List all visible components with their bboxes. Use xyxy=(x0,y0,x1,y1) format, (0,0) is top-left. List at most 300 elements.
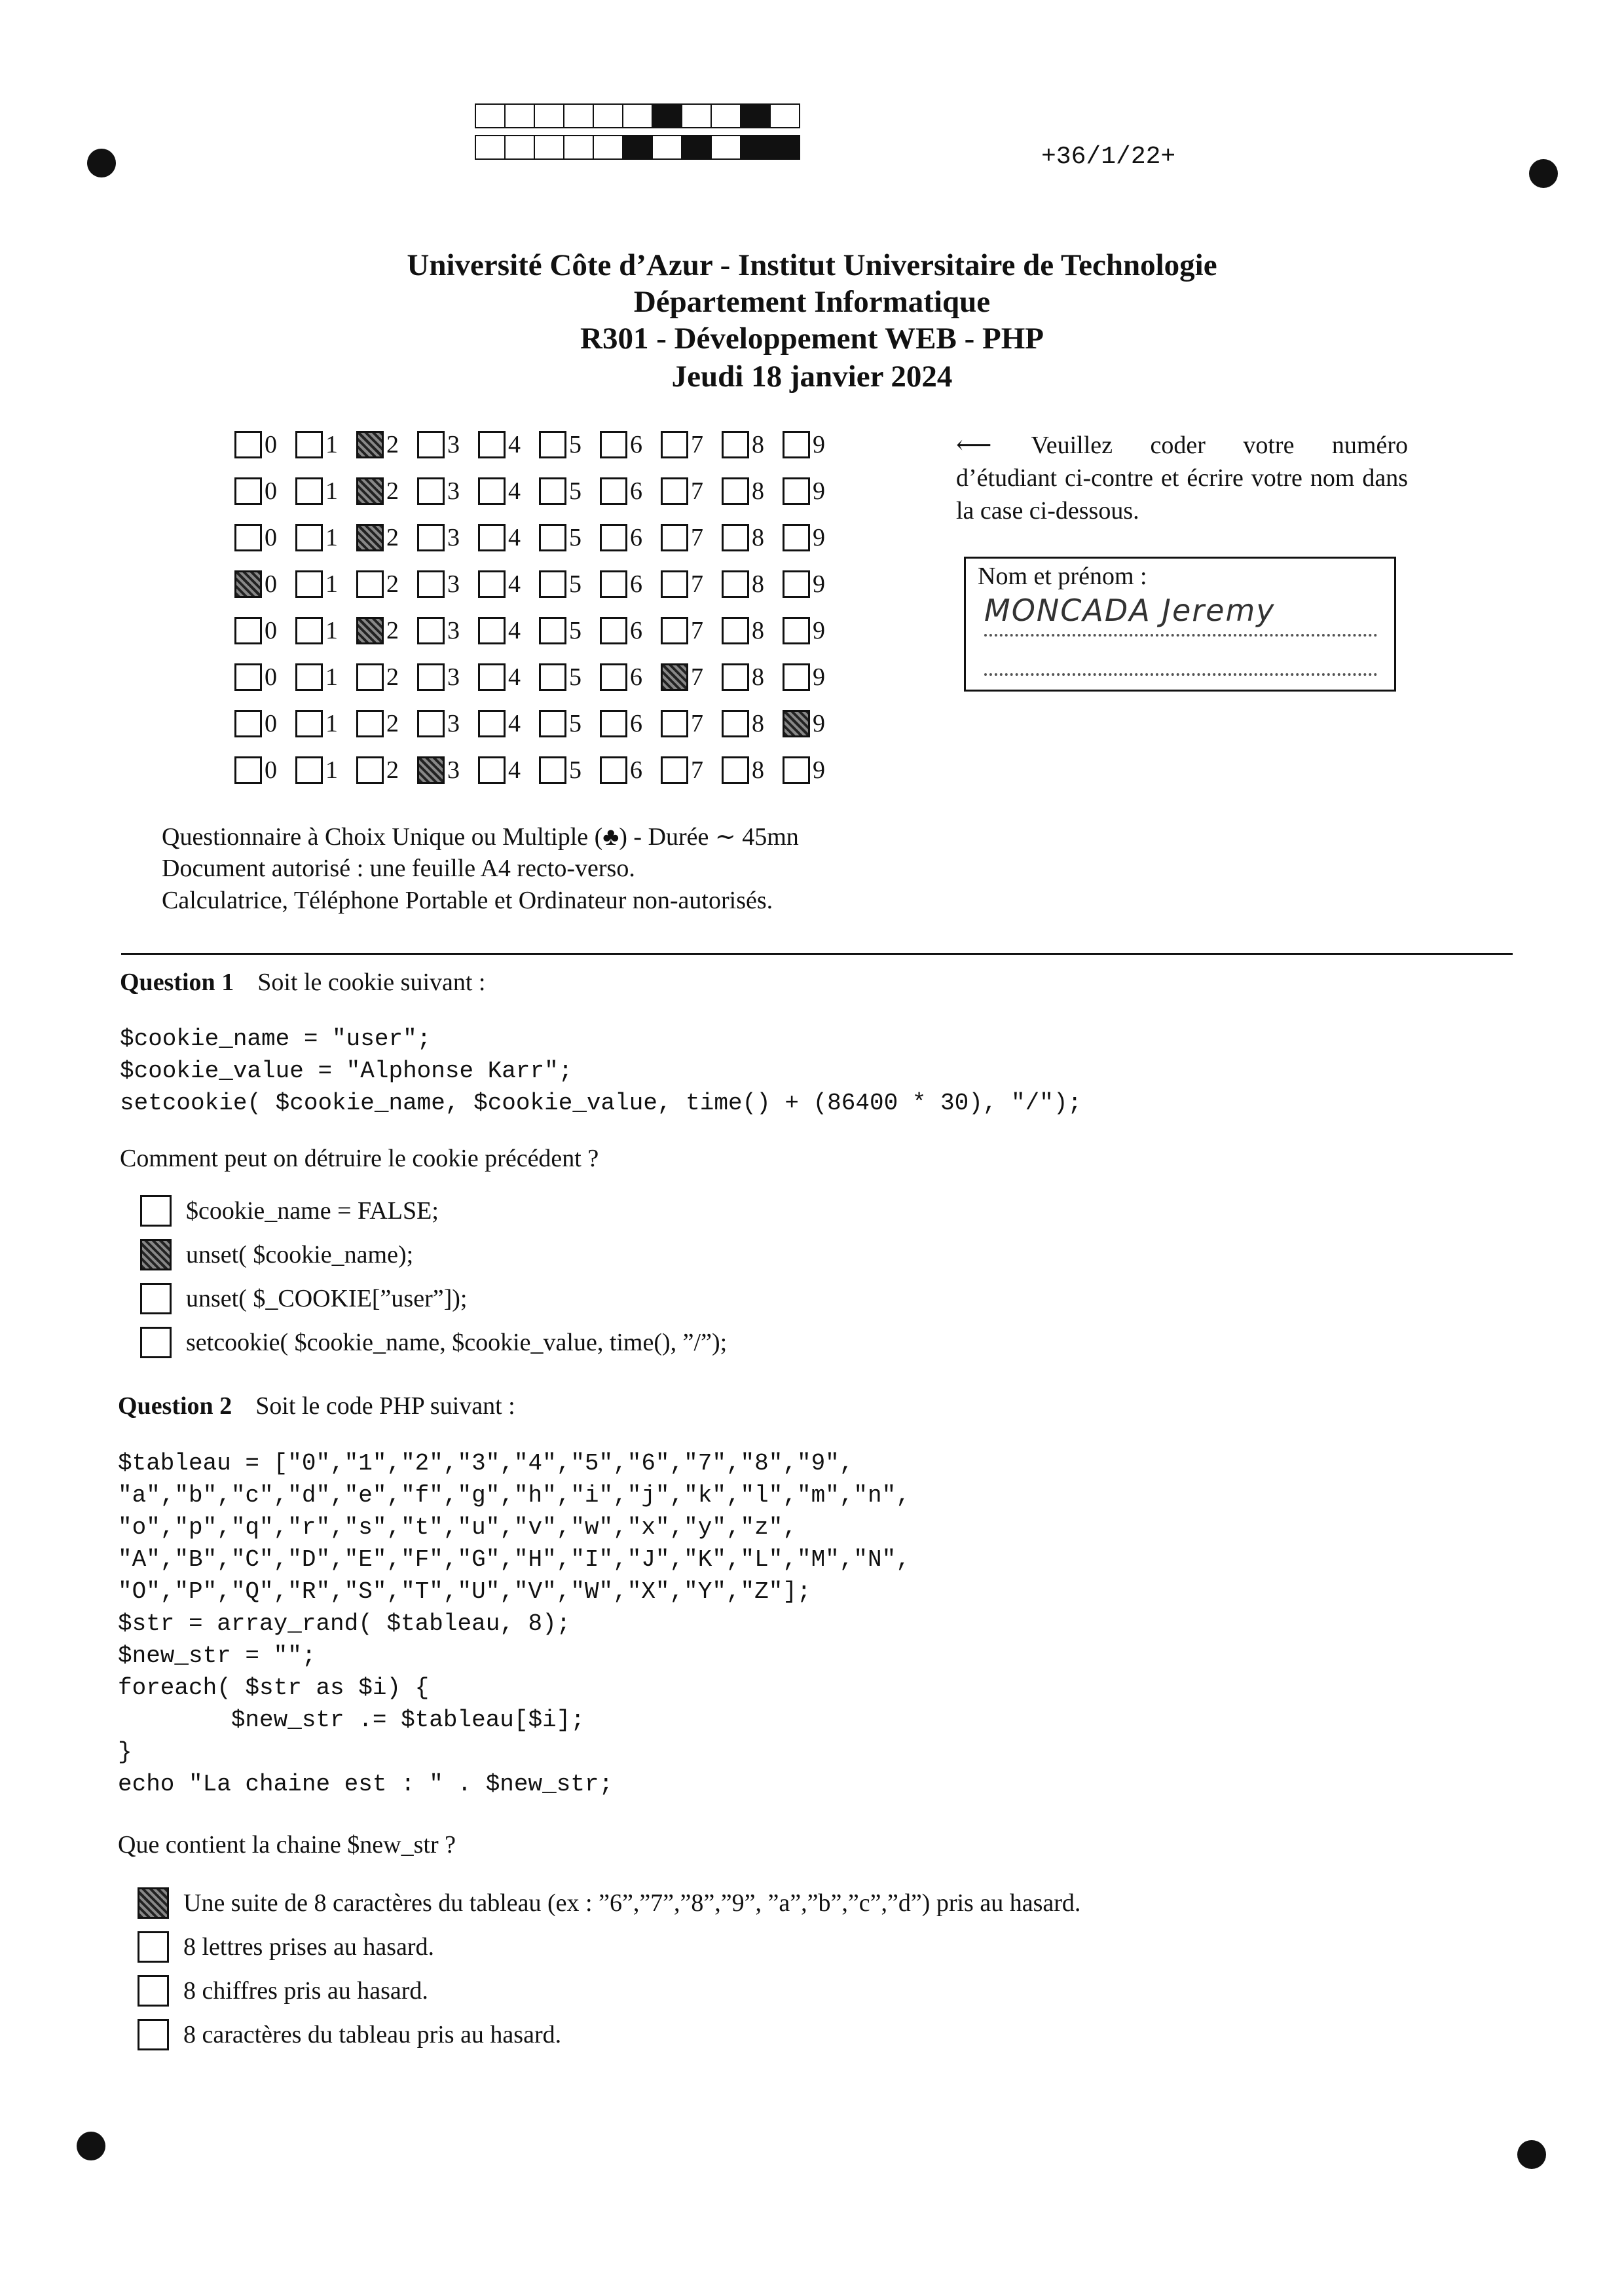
digit-checkbox[interactable] xyxy=(661,710,688,737)
answer-option[interactable] xyxy=(138,1931,434,1963)
digit-checkbox[interactable] xyxy=(417,570,445,598)
digit-checkbox[interactable] xyxy=(539,756,566,784)
digit-option[interactable] xyxy=(539,709,600,738)
answer-checkbox[interactable] xyxy=(140,1195,172,1227)
digit-label: 3 xyxy=(447,477,460,505)
digit-label: 6 xyxy=(630,477,642,505)
digit-checkbox[interactable] xyxy=(722,710,749,737)
digit-label: 0 xyxy=(265,523,277,551)
digit-checkbox[interactable] xyxy=(661,663,688,691)
digit-label: 4 xyxy=(508,523,521,551)
digit-label: 0 xyxy=(265,709,277,737)
digit-checkbox[interactable] xyxy=(722,663,749,691)
digit-checkbox[interactable] xyxy=(722,756,749,784)
digit-label: 1 xyxy=(325,477,338,505)
digit-checkbox[interactable] xyxy=(478,524,506,551)
digit-option[interactable] xyxy=(722,663,783,692)
digit-option[interactable] xyxy=(661,570,722,599)
answer-option[interactable] xyxy=(140,1283,467,1314)
digit-label: 0 xyxy=(265,663,277,691)
digit-option[interactable] xyxy=(295,570,356,599)
digit-checkbox[interactable] xyxy=(234,710,262,737)
digit-option[interactable] xyxy=(478,430,539,459)
question-1-prompt: Comment peut on détruire le cookie précédent ? xyxy=(120,1145,599,1172)
digit-option[interactable] xyxy=(356,477,417,506)
digit-checkbox[interactable] xyxy=(356,617,384,644)
digit-label: 1 xyxy=(325,756,338,784)
digit-option[interactable] xyxy=(783,477,843,506)
digit-label: 8 xyxy=(752,523,764,551)
digit-checkbox[interactable] xyxy=(417,710,445,737)
digit-label: 4 xyxy=(508,430,521,458)
digit-option[interactable] xyxy=(417,570,478,599)
student-id-row xyxy=(234,654,843,700)
digit-option[interactable] xyxy=(661,663,722,692)
barcode-cell xyxy=(504,135,535,160)
digit-option[interactable] xyxy=(722,709,783,738)
digit-option[interactable] xyxy=(417,430,478,459)
digit-label: 0 xyxy=(265,570,277,598)
digit-option[interactable] xyxy=(478,709,539,738)
answer-checkbox[interactable] xyxy=(138,2019,169,2050)
digit-option[interactable] xyxy=(234,616,295,645)
answer-checkbox[interactable] xyxy=(138,1931,169,1963)
digit-checkbox[interactable] xyxy=(295,663,323,691)
digit-checkbox[interactable] xyxy=(661,431,688,458)
digit-checkbox[interactable] xyxy=(478,617,506,644)
digit-option[interactable] xyxy=(417,663,478,692)
digit-option[interactable] xyxy=(417,477,478,506)
digit-checkbox[interactable] xyxy=(478,663,506,691)
digit-label: 5 xyxy=(569,663,581,691)
digit-label: 9 xyxy=(813,430,825,458)
barcode-row-2 xyxy=(475,135,799,160)
digit-option[interactable] xyxy=(417,709,478,738)
digit-checkbox[interactable] xyxy=(661,570,688,598)
digit-label: 7 xyxy=(691,477,703,505)
digit-checkbox[interactable] xyxy=(783,477,810,505)
digit-label: 1 xyxy=(325,663,338,691)
answer-checkbox[interactable] xyxy=(138,1887,169,1919)
digit-option[interactable] xyxy=(661,616,722,645)
digit-option[interactable] xyxy=(722,756,783,785)
digit-label: 7 xyxy=(691,570,703,598)
digit-label: 9 xyxy=(813,523,825,551)
question-2-label: Question 2 xyxy=(118,1392,232,1420)
digit-label: 2 xyxy=(386,616,399,644)
digit-label: 3 xyxy=(447,756,460,784)
id-instructions xyxy=(956,429,1408,527)
header-course: R301 - Développement WEB - PHP xyxy=(580,322,1044,356)
digit-label: 0 xyxy=(265,430,277,458)
digit-checkbox[interactable] xyxy=(295,756,323,784)
digit-label: 3 xyxy=(447,709,460,737)
digit-checkbox[interactable] xyxy=(478,431,506,458)
digit-label: 1 xyxy=(325,570,338,598)
digit-checkbox[interactable] xyxy=(356,663,384,691)
digit-checkbox[interactable] xyxy=(600,431,627,458)
student-id-row xyxy=(234,514,843,561)
answer-text: 8 lettres prises au hasard. xyxy=(183,1933,435,1961)
digit-label: 3 xyxy=(447,430,460,458)
digit-checkbox[interactable] xyxy=(295,617,323,644)
digit-checkbox[interactable] xyxy=(295,477,323,505)
student-id-row xyxy=(234,607,843,654)
digit-label: 2 xyxy=(386,477,399,505)
digit-label: 5 xyxy=(569,570,581,598)
digit-option[interactable] xyxy=(539,570,600,599)
digit-checkbox[interactable] xyxy=(783,570,810,598)
student-id-row xyxy=(234,421,843,468)
answer-option[interactable] xyxy=(140,1327,727,1358)
digit-label: 4 xyxy=(508,756,521,784)
digit-option[interactable] xyxy=(478,616,539,645)
digit-option[interactable] xyxy=(234,477,295,506)
barcode-cell xyxy=(681,103,712,128)
digit-label: 7 xyxy=(691,756,703,784)
digit-option[interactable] xyxy=(234,709,295,738)
digit-label: 7 xyxy=(691,663,703,691)
question-2-code: $tableau = ["0","1","2","3","4","5","6","7","8","9", "a","b","c","d","e","f","g","h","i","j","k","l","m","n", "o","p","q","r","s","t","u","v","w","x","y","z", "A","B","C","D","E","F","G","H","I","J","K","L","M","N", "O","P","Q","R","S","T","U","V","W","X","Y","Z"]; $str = array_rand( $tableau, 8); $new_str = ""; foreach( $str as $i) { $new_str .= $tableau[$i]; } echo "La chaine est : " . $new_str; xyxy=(118,1450,910,1798)
instructions-text: Veuillez coder votre numéro d’étudiant ci-contre et écrire votre nom dans la case ci-dessous. xyxy=(956,432,1408,525)
digit-checkbox[interactable] xyxy=(600,524,627,551)
digit-option[interactable] xyxy=(295,616,356,645)
digit-label: 1 xyxy=(325,523,338,551)
question-1-intro: Soit le cookie suivant : xyxy=(257,969,486,996)
name-dotted-line-1 xyxy=(984,634,1377,637)
digit-checkbox[interactable] xyxy=(417,524,445,551)
name-label: Nom et prénom : xyxy=(978,563,1147,590)
digit-option[interactable] xyxy=(600,570,661,599)
digit-checkbox[interactable] xyxy=(539,617,566,644)
digit-label: 4 xyxy=(508,709,521,737)
header-university: Université Côte d’Azur - Institut Universitaire de Technologie xyxy=(407,248,1217,282)
digit-label: 9 xyxy=(813,756,825,784)
barcode-cell xyxy=(593,135,623,160)
digit-checkbox[interactable] xyxy=(356,570,384,598)
digit-label: 9 xyxy=(813,663,825,691)
digit-option[interactable] xyxy=(783,756,843,785)
digit-option[interactable] xyxy=(783,709,843,738)
answer-text: 8 caractères du tableau pris au hasard. xyxy=(183,2021,562,2048)
digit-option[interactable] xyxy=(356,523,417,552)
question-1-label: Question 1 xyxy=(120,969,234,996)
digit-option[interactable] xyxy=(356,430,417,459)
digit-checkbox[interactable] xyxy=(234,663,262,691)
registration-mark-top-right xyxy=(1529,159,1558,188)
barcode-cell xyxy=(622,135,653,160)
digit-option[interactable] xyxy=(539,663,600,692)
digit-label: 3 xyxy=(447,570,460,598)
digit-checkbox[interactable] xyxy=(417,756,445,784)
digit-option[interactable] xyxy=(539,756,600,785)
digit-option[interactable] xyxy=(722,570,783,599)
digit-label: 3 xyxy=(447,616,460,644)
digit-option[interactable] xyxy=(356,570,417,599)
digit-option[interactable] xyxy=(295,709,356,738)
answer-checkbox[interactable] xyxy=(140,1327,172,1358)
digit-option[interactable] xyxy=(600,616,661,645)
digit-checkbox[interactable] xyxy=(356,477,384,505)
digit-checkbox[interactable] xyxy=(478,710,506,737)
barcode-cell xyxy=(475,135,506,160)
digit-checkbox[interactable] xyxy=(539,477,566,505)
digit-label: 9 xyxy=(813,709,825,737)
digit-checkbox[interactable] xyxy=(356,431,384,458)
digit-checkbox[interactable] xyxy=(417,477,445,505)
digit-option[interactable] xyxy=(539,616,600,645)
digit-option[interactable] xyxy=(539,430,600,459)
digit-checkbox[interactable] xyxy=(661,617,688,644)
question-1-code: $cookie_name = "user"; $cookie_value = "Alphonse Karr"; setcookie( $cookie_name, $cookie_value, time() + (86400 * 30), "/"); xyxy=(120,1026,1082,1117)
barcode-cell xyxy=(740,135,771,160)
digit-option[interactable] xyxy=(783,523,843,552)
digit-checkbox[interactable] xyxy=(234,756,262,784)
digit-checkbox[interactable] xyxy=(417,617,445,644)
digit-checkbox[interactable] xyxy=(722,431,749,458)
answer-text: $cookie_name = FALSE; xyxy=(186,1197,439,1225)
digit-label: 6 xyxy=(630,523,642,551)
digit-option[interactable] xyxy=(356,663,417,692)
digit-option[interactable] xyxy=(478,663,539,692)
digit-checkbox[interactable] xyxy=(661,756,688,784)
digit-option[interactable] xyxy=(417,523,478,552)
name-handwritten: MONCADA Jeremy xyxy=(984,593,1276,628)
answer-text: Une suite de 8 caractères du tableau (ex : ”6”,”7”,”8”,”9”, ”a”,”b”,”c”,”d”) pris au hasard. xyxy=(183,1889,1081,1917)
digit-option[interactable] xyxy=(722,430,783,459)
digit-option[interactable] xyxy=(356,709,417,738)
student-id-grid[interactable] xyxy=(234,421,843,793)
digit-option[interactable] xyxy=(600,477,661,506)
digit-option[interactable] xyxy=(234,430,295,459)
answer-option[interactable] xyxy=(138,1887,1080,1919)
digit-checkbox[interactable] xyxy=(417,431,445,458)
digit-option[interactable] xyxy=(478,523,539,552)
barcode-cell xyxy=(563,135,594,160)
barcode-cell xyxy=(622,103,653,128)
digit-checkbox[interactable] xyxy=(295,524,323,551)
digit-checkbox[interactable] xyxy=(600,756,627,784)
digit-option[interactable] xyxy=(600,430,661,459)
exam-info-type: Questionnaire à Choix Unique ou Multiple (♣) - Durée ∼ 45mn xyxy=(162,823,799,851)
digit-option[interactable] xyxy=(661,756,722,785)
digit-checkbox[interactable] xyxy=(539,570,566,598)
digit-checkbox[interactable] xyxy=(783,710,810,737)
barcode-cell xyxy=(504,103,535,128)
digit-checkbox[interactable] xyxy=(356,756,384,784)
digit-checkbox[interactable] xyxy=(539,431,566,458)
sheet-code: +36/1/22+ xyxy=(1041,143,1176,171)
digit-label: 4 xyxy=(508,663,521,691)
digit-label: 8 xyxy=(752,477,764,505)
digit-option[interactable] xyxy=(234,663,295,692)
digit-checkbox[interactable] xyxy=(356,524,384,551)
digit-option[interactable] xyxy=(234,756,295,785)
barcode-cell xyxy=(710,135,741,160)
digit-label: 1 xyxy=(325,430,338,458)
digit-label: 8 xyxy=(752,756,764,784)
barcode-cell xyxy=(563,103,594,128)
answer-text: unset( $_COOKIE[”user”]); xyxy=(186,1285,468,1312)
name-dotted-line-2 xyxy=(984,673,1377,676)
digit-checkbox[interactable] xyxy=(539,663,566,691)
barcode-cell xyxy=(681,135,712,160)
digit-checkbox[interactable] xyxy=(234,477,262,505)
exam-info-devices: Calculatrice, Téléphone Portable et Ordinateur non-autorisés. xyxy=(162,887,773,914)
digit-label: 2 xyxy=(386,523,399,551)
digit-option[interactable] xyxy=(478,477,539,506)
digit-checkbox[interactable] xyxy=(539,524,566,551)
answer-option[interactable] xyxy=(140,1195,439,1227)
answer-text: setcookie( $cookie_name, $cookie_value, time(), ”/”); xyxy=(186,1329,728,1356)
digit-checkbox[interactable] xyxy=(783,524,810,551)
digit-option[interactable] xyxy=(600,709,661,738)
digit-label: 6 xyxy=(630,430,642,458)
digit-checkbox[interactable] xyxy=(478,756,506,784)
digit-option[interactable] xyxy=(356,616,417,645)
answer-checkbox[interactable] xyxy=(140,1283,172,1314)
digit-option[interactable] xyxy=(600,523,661,552)
digit-label: 0 xyxy=(265,477,277,505)
digit-checkbox[interactable] xyxy=(722,617,749,644)
digit-option[interactable] xyxy=(295,523,356,552)
barcode-cell xyxy=(534,135,564,160)
digit-option[interactable] xyxy=(661,477,722,506)
digit-checkbox[interactable] xyxy=(661,477,688,505)
digit-option[interactable] xyxy=(478,570,539,599)
digit-option[interactable] xyxy=(356,756,417,785)
answer-option[interactable] xyxy=(138,1975,428,2007)
digit-label: 8 xyxy=(752,709,764,737)
answer-checkbox[interactable] xyxy=(138,1975,169,2007)
digit-option[interactable] xyxy=(783,430,843,459)
digit-label: 6 xyxy=(630,663,642,691)
student-id-row xyxy=(234,747,843,793)
digit-checkbox[interactable] xyxy=(295,710,323,737)
digit-label: 2 xyxy=(386,756,399,784)
digit-checkbox[interactable] xyxy=(478,570,506,598)
question-2-title xyxy=(118,1392,515,1420)
barcode-cell xyxy=(593,103,623,128)
digit-label: 5 xyxy=(569,709,581,737)
digit-label: 8 xyxy=(752,570,764,598)
digit-option[interactable] xyxy=(661,430,722,459)
digit-checkbox[interactable] xyxy=(600,663,627,691)
registration-mark-bottom-left xyxy=(77,2132,105,2160)
digit-checkbox[interactable] xyxy=(478,477,506,505)
digit-option[interactable] xyxy=(661,709,722,738)
student-id-row xyxy=(234,700,843,747)
digit-label: 2 xyxy=(386,709,399,737)
digit-checkbox[interactable] xyxy=(417,663,445,691)
digit-checkbox[interactable] xyxy=(783,617,810,644)
digit-checkbox[interactable] xyxy=(661,524,688,551)
digit-checkbox[interactable] xyxy=(783,663,810,691)
digit-option[interactable] xyxy=(722,523,783,552)
digit-label: 2 xyxy=(386,430,399,458)
digit-option[interactable] xyxy=(661,523,722,552)
digit-label: 7 xyxy=(691,523,703,551)
digit-option[interactable] xyxy=(295,756,356,785)
digit-label: 4 xyxy=(508,570,521,598)
digit-option[interactable] xyxy=(600,663,661,692)
digit-checkbox[interactable] xyxy=(722,570,749,598)
digit-option[interactable] xyxy=(600,756,661,785)
digit-checkbox[interactable] xyxy=(295,570,323,598)
barcode-cell xyxy=(652,135,682,160)
answer-option[interactable] xyxy=(138,2019,561,2050)
digit-option[interactable] xyxy=(234,523,295,552)
digit-label: 7 xyxy=(691,709,703,737)
digit-checkbox[interactable] xyxy=(783,756,810,784)
digit-option[interactable] xyxy=(295,663,356,692)
digit-label: 8 xyxy=(752,430,764,458)
digit-label: 4 xyxy=(508,616,521,644)
digit-label: 6 xyxy=(630,756,642,784)
digit-checkbox[interactable] xyxy=(234,570,262,598)
digit-label: 7 xyxy=(691,616,703,644)
digit-option[interactable] xyxy=(539,523,600,552)
digit-label: 8 xyxy=(752,616,764,644)
digit-checkbox[interactable] xyxy=(722,524,749,551)
barcode-row-1 xyxy=(475,103,799,128)
digit-option[interactable] xyxy=(417,756,478,785)
digit-checkbox[interactable] xyxy=(600,617,627,644)
exam-info-documents: Document autorisé : une feuille A4 recto-verso. xyxy=(162,855,635,882)
student-id-row xyxy=(234,468,843,514)
digit-label: 6 xyxy=(630,616,642,644)
digit-label: 6 xyxy=(630,709,642,737)
digit-checkbox[interactable] xyxy=(722,477,749,505)
digit-checkbox[interactable] xyxy=(295,431,323,458)
registration-mark-top-left xyxy=(87,149,116,177)
digit-option[interactable] xyxy=(295,477,356,506)
digit-option[interactable] xyxy=(295,430,356,459)
digit-label: 4 xyxy=(508,477,521,505)
digit-option[interactable] xyxy=(783,663,843,692)
digit-label: 3 xyxy=(447,523,460,551)
digit-option[interactable] xyxy=(417,616,478,645)
digit-checkbox[interactable] xyxy=(600,710,627,737)
digit-checkbox[interactable] xyxy=(234,524,262,551)
question-2-prompt: Que contient la chaine $new_str ? xyxy=(118,1831,456,1859)
digit-option[interactable] xyxy=(722,616,783,645)
sheet-barcode xyxy=(475,103,799,166)
digit-checkbox[interactable] xyxy=(234,617,262,644)
name-box[interactable] xyxy=(964,557,1396,692)
barcode-cell xyxy=(740,103,771,128)
digit-checkbox[interactable] xyxy=(783,431,810,458)
digit-option[interactable] xyxy=(478,756,539,785)
digit-checkbox[interactable] xyxy=(539,710,566,737)
digit-checkbox[interactable] xyxy=(234,431,262,458)
digit-option[interactable] xyxy=(783,616,843,645)
digit-label: 0 xyxy=(265,756,277,784)
digit-option[interactable] xyxy=(722,477,783,506)
digit-checkbox[interactable] xyxy=(600,477,627,505)
barcode-cell xyxy=(769,135,800,160)
answer-option[interactable] xyxy=(140,1239,413,1270)
answer-checkbox[interactable] xyxy=(140,1239,172,1270)
digit-label: 5 xyxy=(569,756,581,784)
digit-option[interactable] xyxy=(783,570,843,599)
digit-label: 9 xyxy=(813,570,825,598)
digit-label: 5 xyxy=(569,477,581,505)
digit-checkbox[interactable] xyxy=(600,570,627,598)
digit-checkbox[interactable] xyxy=(356,710,384,737)
digit-option[interactable] xyxy=(234,570,295,599)
digit-option[interactable] xyxy=(539,477,600,506)
